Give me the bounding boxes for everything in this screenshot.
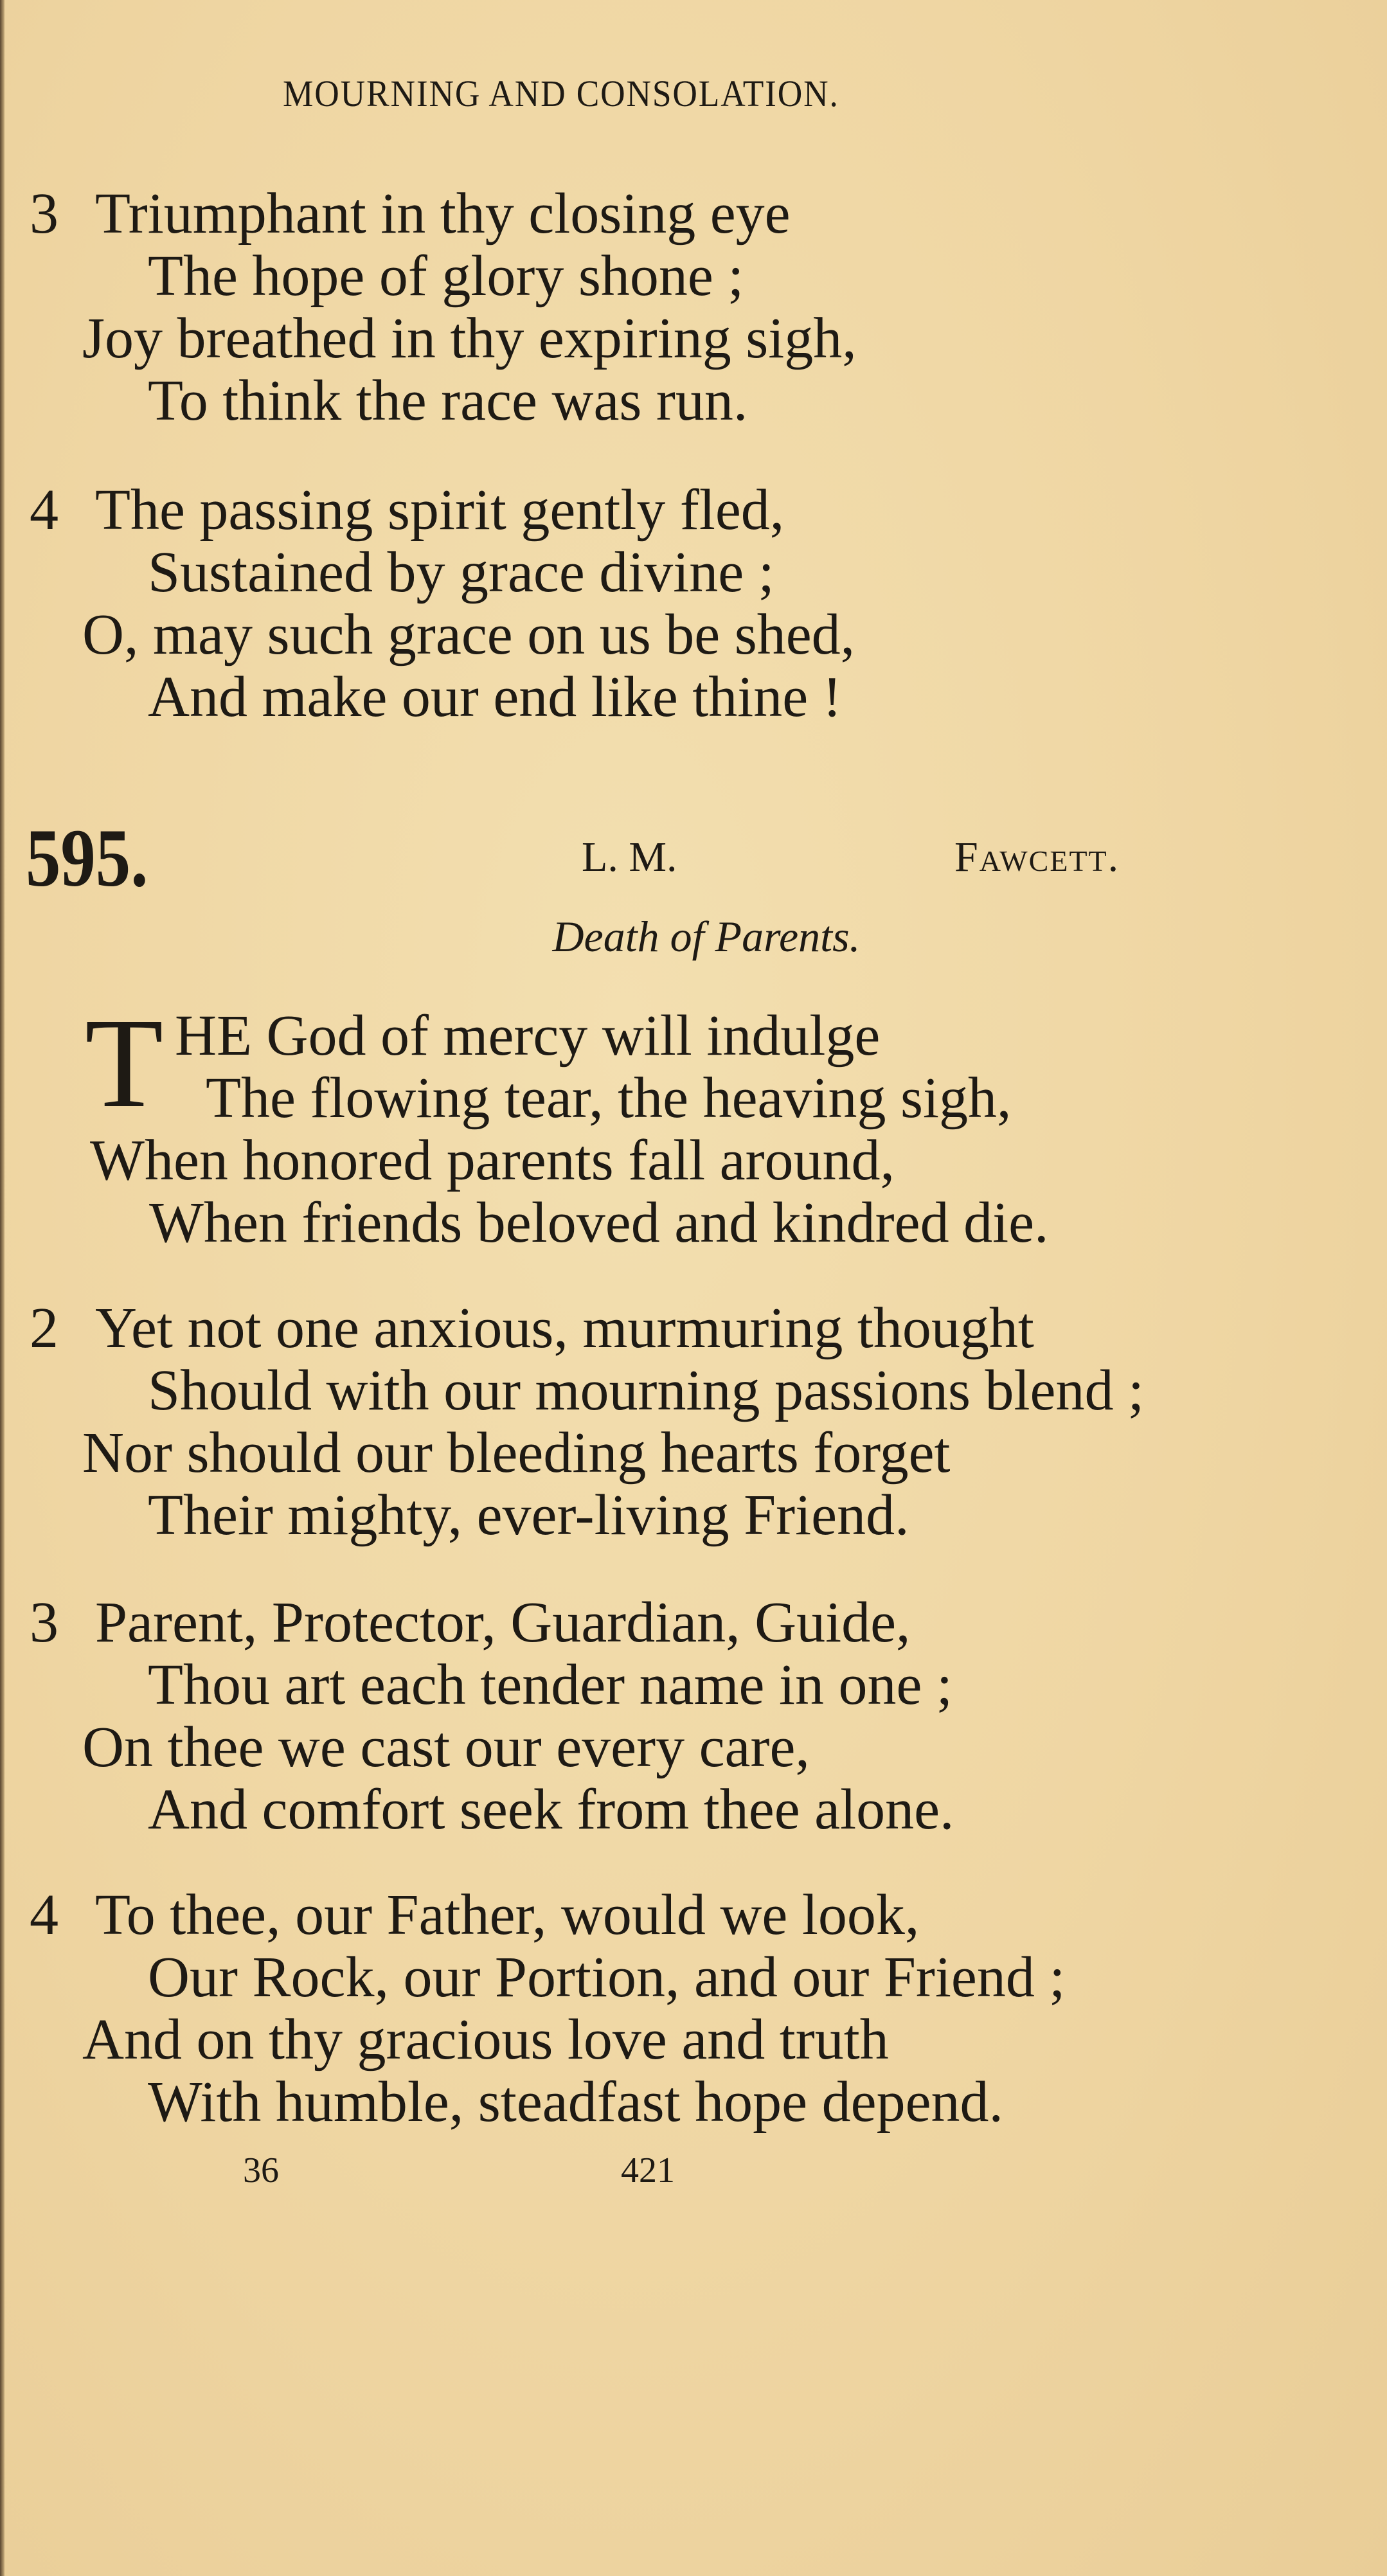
stanza-number: 3	[30, 1591, 58, 1654]
drop-cap: T	[85, 992, 164, 1134]
stanza-number: 4	[30, 478, 58, 542]
verse-line: To thee, our Father, would we look,	[95, 1883, 920, 1947]
verse-line: When honored parents fall around,	[90, 1129, 895, 1192]
verse-line: Thou art each tender name in one ;	[148, 1653, 953, 1717]
verse-line: Their mighty, ever-living Friend.	[148, 1483, 909, 1547]
signature-mark: 36	[243, 2151, 279, 2190]
stanza-number: 4	[30, 1883, 58, 1947]
verse-line: Joy breathed in thy expiring sigh,	[82, 307, 857, 370]
verse-line: On thee we cast our every care,	[82, 1715, 810, 1779]
stanza-number: 3	[30, 182, 58, 246]
verse-line: Sustained by grace divine ;	[148, 541, 774, 604]
hymn-meter: L. M.	[582, 834, 677, 881]
hymn-author: Fawcett.	[954, 834, 1120, 881]
verse-line: And make our end like thine !	[148, 665, 842, 729]
verse-line: And on thy gracious love and truth	[82, 2008, 889, 2071]
stanza-number: 2	[30, 1296, 58, 1360]
page-number: 421	[621, 2151, 675, 2190]
verse-line: To think the race was run.	[148, 369, 748, 433]
running-head: MOURNING AND CONSOLATION.	[283, 73, 839, 114]
verse-line: The hope of glory shone ;	[148, 244, 744, 308]
hymn-title: Death of Parents.	[552, 912, 861, 961]
verse-line: The flowing tear, the heaving sigh,	[206, 1066, 1012, 1130]
verse-line: Yet not one anxious, murmuring thought	[95, 1296, 1034, 1360]
verse-line: Parent, Protector, Guardian, Guide,	[95, 1591, 911, 1654]
verse-line: O, may such grace on us be shed,	[82, 603, 855, 666]
verse-line: Our Rock, our Portion, and our Friend ;	[148, 1945, 1066, 2009]
verse-line: Should with our mourning passions blend ;	[148, 1359, 1144, 1422]
hymn-number: 595.	[26, 812, 148, 904]
verse-line: The passing spirit gently fled,	[95, 478, 785, 542]
verse-line: And comfort seek from thee alone.	[148, 1778, 954, 1841]
book-edge	[0, 0, 4, 2576]
verse-line: With humble, steadfast hope depend.	[148, 2070, 1004, 2134]
verse-line: Nor should our bleeding hearts forget	[82, 1421, 951, 1485]
verse-line: When friends beloved and kindred die.	[149, 1191, 1049, 1255]
verse-line: Triumphant in thy closing eye	[95, 182, 791, 246]
verse-line: HE God of mercy will indulge	[175, 1004, 881, 1068]
